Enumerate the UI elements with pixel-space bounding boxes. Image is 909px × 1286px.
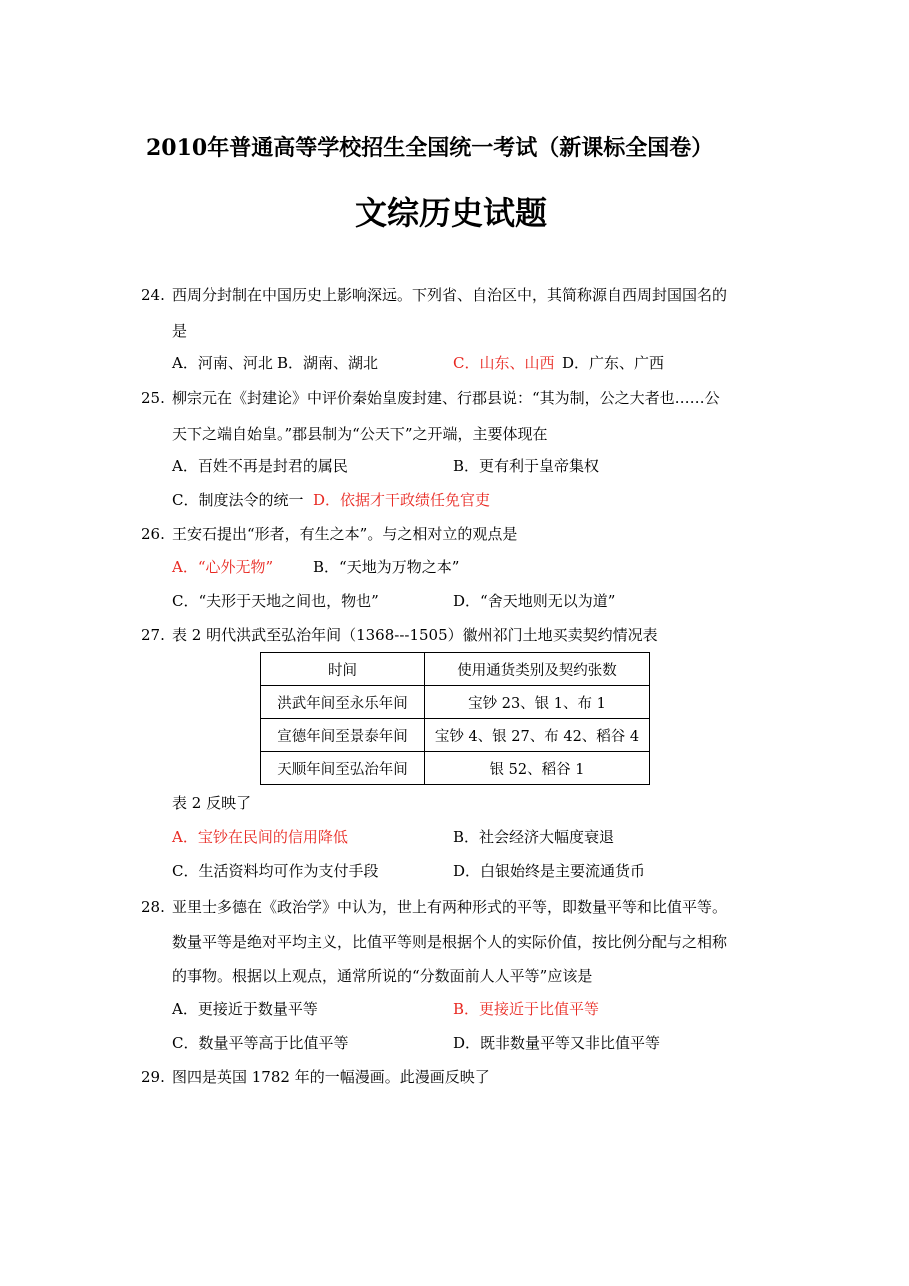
option-c: C．数量平等高于比值平等 xyxy=(172,1034,349,1052)
option-d: D．“舍天地则无以为道” xyxy=(453,592,616,610)
table-cell: 宣德年间至景泰年间 xyxy=(261,719,425,752)
option-d: D．既非数量平等又非比值平等 xyxy=(453,1034,661,1052)
option-c: C．“夫形于天地之间也，物也” xyxy=(172,592,379,610)
option-a-answer: A．宝钞在民间的信用降低 xyxy=(172,828,348,846)
question-stem: 柳宗元在《封建论》中评价秦始皇废封建、行郡县说：“其为制，公之大者也……公 xyxy=(172,389,720,407)
table-header-cell: 使用通货类别及契约张数 xyxy=(425,653,650,686)
question-number: 28. xyxy=(141,898,165,916)
data-table xyxy=(260,652,650,785)
option-a: A．河南、河北 xyxy=(172,354,273,372)
option-b: B．“天地为万物之本” xyxy=(313,558,460,576)
table-row xyxy=(261,752,650,785)
exam-title: 2010年普通高等学校招生全国统一考试（新课标全国卷） xyxy=(146,135,714,161)
question-stem: 亚里士多德在《政治学》中认为，世上有两种形式的平等，即数量平等和比值平等。 xyxy=(172,898,728,916)
table-cell: 宝钞 4、银 27、布 42、稻谷 4 xyxy=(425,719,650,752)
table-row xyxy=(261,686,650,719)
question-stem: 王安石提出“形者，有生之本”。与之相对立的观点是 xyxy=(172,525,518,543)
option-b: B．更有利于皇帝集权 xyxy=(453,457,600,475)
option-d-answer: D．依据才干政绩任免官吏 xyxy=(313,491,491,509)
question-number: 27. xyxy=(141,626,165,644)
question-stem: 表 2 明代洪武至弘治年间（1368---1505）徽州祁门土地买卖契约情况表 xyxy=(172,626,658,644)
option-c: C．生活资料均可作为支付手段 xyxy=(172,862,379,880)
option-b-answer: B．更接近于比值平等 xyxy=(453,1000,600,1018)
question-number: 25. xyxy=(141,389,165,407)
page-title: 文综历史试题 xyxy=(355,194,548,232)
table-header-row xyxy=(261,653,650,686)
table-header-cell: 时间 xyxy=(261,653,425,686)
question-number: 24. xyxy=(141,286,165,304)
option-d: D．广东、广西 xyxy=(562,354,665,372)
question-stem: 的事物。根据以上观点，通常所说的“分数面前人人平等”应该是 xyxy=(172,967,593,985)
question-number: 26. xyxy=(141,525,165,543)
table-cell: 洪武年间至永乐年间 xyxy=(261,686,425,719)
question-number: 29. xyxy=(141,1068,165,1086)
option-a: A．百姓不再是封君的属民 xyxy=(172,457,348,475)
question-stem: 西周分封制在中国历史上影响深远。下列省、自治区中，其简称源自西周封国国名的 xyxy=(172,286,728,304)
option-a-answer: A．“心外无物” xyxy=(172,558,274,576)
table-cell: 银 52、稻谷 1 xyxy=(425,752,650,785)
table-cell: 宝钞 23、银 1、布 1 xyxy=(425,686,650,719)
option-d: D．白银始终是主要流通货币 xyxy=(453,862,646,880)
option-a: A．更接近于数量平等 xyxy=(172,1000,318,1018)
option-c-answer: C．山东、山西 xyxy=(453,354,555,372)
option-b: B．社会经济大幅度衰退 xyxy=(453,828,615,846)
table-row xyxy=(261,719,650,752)
question-stem: 图四是英国 1782 年的一幅漫画。此漫画反映了 xyxy=(172,1068,490,1086)
question-stem: 表 2 反映了 xyxy=(172,794,252,812)
option-b: B．湖南、湖北 xyxy=(277,354,379,372)
question-stem: 天下之端自始皇。”郡县制为“公天下”之开端，主要体现在 xyxy=(172,425,548,443)
question-stem: 数量平等是绝对平均主义，比值平等则是根据个人的实际价值，按比例分配与之相称 xyxy=(172,933,728,951)
question-stem: 是 xyxy=(172,322,188,340)
table-cell: 天顺年间至弘治年间 xyxy=(261,752,425,785)
option-c: C．制度法令的统一 xyxy=(172,491,304,509)
